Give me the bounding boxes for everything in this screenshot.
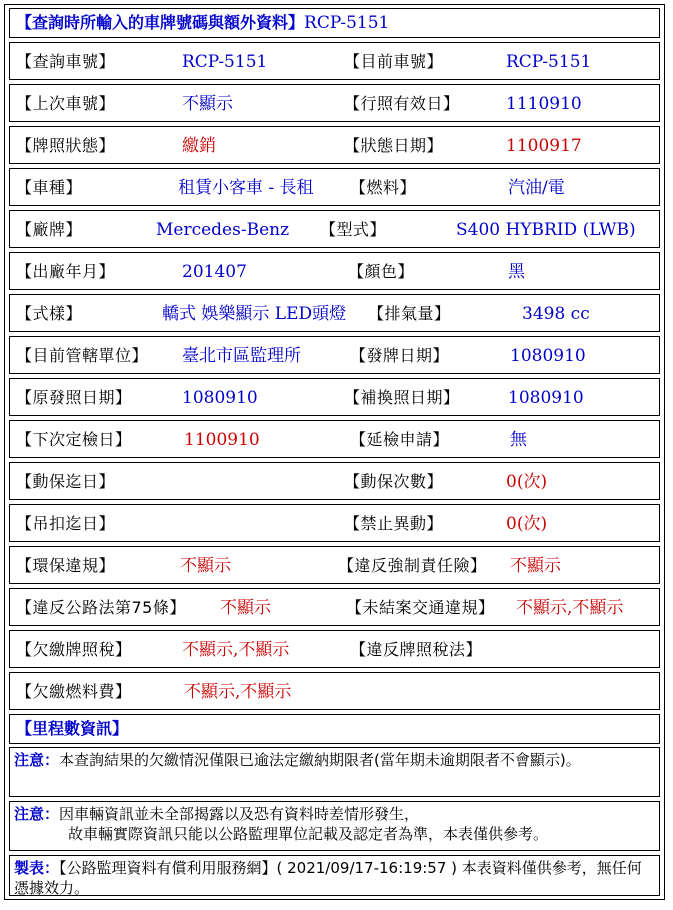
value-issue-date: 1080910 (510, 346, 586, 366)
row-fuel-fee (9, 672, 660, 710)
value-unpaid-license-tax: 不顯示,不顯示 (182, 640, 290, 660)
label-displacement: 【排氣量】 (368, 304, 451, 323)
label-license-valid: 【行照有效日】 (344, 94, 460, 113)
footer-note (14, 858, 653, 898)
value-status-date: 1100917 (506, 136, 582, 156)
value-mortgage-count: 0(次) (506, 472, 548, 492)
note-2-line2: 故車輛實際資訊只能以公路監理單位記載及認定者為準，本表僅供參考。 (68, 825, 549, 843)
value-prev-plate: 不顯示 (182, 94, 233, 114)
note-2-label: 注意： (14, 805, 60, 823)
row-brand (9, 210, 660, 248)
value-fuel: 汽油/電 (508, 178, 565, 198)
label-transfer-ban: 【禁止異動】 (344, 514, 444, 533)
value-traffic-violation: 不顯示,不顯示 (516, 598, 624, 618)
label-original-license-date: 【原發照日期】 (16, 388, 132, 407)
value-brand: Mercedes-Benz (156, 220, 290, 240)
label-highway-law: 【違反公路法第75條】 (16, 598, 186, 617)
label-query-plate: 【查詢車號】 (16, 52, 116, 71)
note-2-line1: 因車輛資訊並未全部揭露以及恐有資料時差情形發生， (59, 805, 420, 823)
label-color: 【顏色】 (348, 262, 415, 281)
row-highway-law (9, 588, 660, 626)
label-jurisdiction: 【目前管轄單位】 (16, 346, 149, 365)
row-style (9, 294, 660, 332)
label-reissue-date: 【補換照日期】 (344, 388, 460, 407)
label-traffic-violation: 【未結案交通違規】 (346, 598, 495, 617)
page-title (16, 13, 389, 33)
label-insurance-violation: 【違反強制責任險】 (338, 556, 487, 575)
header-row (9, 8, 660, 38)
label-model: 【型式】 (320, 220, 387, 239)
value-highway-law: 不顯示 (220, 598, 271, 618)
mileage-title: 【里程數資訊】 (16, 719, 129, 738)
label-mortgage-end: 【動保迄日】 (16, 472, 116, 491)
row-manufacture (9, 252, 660, 290)
row-prev-plate (9, 84, 660, 122)
label-status-date: 【狀態日期】 (344, 136, 444, 155)
value-next-inspection: 1100910 (184, 430, 260, 450)
note-1 (14, 750, 653, 770)
value-env-violation: 不顯示 (180, 556, 231, 576)
note-2 (14, 804, 653, 844)
note-1-label: 注意： (14, 751, 60, 769)
label-manufacture-date: 【出廠年月】 (16, 262, 116, 281)
header-plate: RCP-5151 (304, 13, 390, 33)
label-unpaid-license-tax: 【欠繳牌照稅】 (16, 640, 132, 659)
row-suspension (9, 504, 660, 542)
row-plate (9, 42, 660, 80)
value-reissue-date: 1080910 (508, 388, 584, 408)
value-unpaid-fuel-fee: 不顯示,不顯示 (184, 682, 292, 702)
row-mileage (9, 714, 660, 744)
label-inspection-extension: 【延檢申請】 (350, 430, 450, 449)
row-license-dates (9, 378, 660, 416)
label-next-inspection: 【下次定檢日】 (16, 430, 132, 449)
value-vehicle-type: 租賃小客車 - 長租 (178, 178, 314, 198)
label-current-plate: 【目前車號】 (344, 52, 444, 71)
vehicle-info-sheet (4, 4, 665, 900)
value-query-plate: RCP-5151 (182, 52, 268, 72)
value-insurance-violation: 不顯示 (510, 556, 561, 576)
value-inspection-extension: 無 (510, 430, 527, 450)
value-color: 黑 (508, 262, 525, 282)
row-chattel-mortgage (9, 462, 660, 500)
label-fuel: 【燃料】 (350, 178, 417, 197)
value-license-valid: 1110910 (506, 94, 582, 114)
row-jurisdiction (9, 336, 660, 374)
row-plate-status (9, 126, 660, 164)
note-row-1 (9, 747, 660, 797)
value-jurisdiction: 臺北市區監理所 (182, 346, 301, 366)
label-vehicle-type: 【車種】 (16, 178, 83, 197)
label-license-tax-law: 【違反牌照稅法】 (350, 640, 483, 659)
value-manufacture-date: 201407 (182, 262, 247, 282)
row-inspection (9, 420, 660, 458)
page-title-text: 【查詢時所輸入的車牌號碼與額外資料】 (16, 13, 305, 32)
label-brand: 【廠牌】 (16, 220, 83, 239)
label-env-violation: 【環保違規】 (16, 556, 116, 575)
value-current-plate: RCP-5151 (506, 52, 592, 72)
value-plate-status: 繳銷 (182, 136, 216, 156)
value-model: S400 HYBRID (LWB) (456, 220, 636, 240)
label-prev-plate: 【上次車號】 (16, 94, 116, 113)
value-displacement: 3498 cc (522, 304, 590, 324)
footer-label: 製表： (14, 859, 60, 877)
row-license-tax (9, 630, 660, 668)
label-mortgage-count: 【動保次數】 (344, 472, 444, 491)
value-transfer-ban: 0(次) (506, 514, 548, 534)
label-issue-date: 【發牌日期】 (350, 346, 450, 365)
note-1-text: 本查詢結果的欠繳情況僅限已逾法定繳納期限者(當年期未逾期限者不會顯示)。 (59, 751, 581, 769)
label-unpaid-fuel-fee: 【欠繳燃料費】 (16, 682, 132, 701)
note-row-2 (9, 801, 660, 851)
label-plate-status: 【牌照狀態】 (16, 136, 116, 155)
footer-text: 【公路監理資料有償利用服務網】( 2021/09/17-16:19:57 ) 本表資料僅供參考，無任何憑據效力。 (14, 859, 642, 897)
label-style: 【式樣】 (16, 304, 83, 323)
label-suspension-end: 【吊扣迄日】 (16, 514, 116, 533)
row-vehicle-type (9, 168, 660, 206)
value-original-license-date: 1080910 (182, 388, 258, 408)
row-environmental (9, 546, 660, 584)
footer-row (9, 855, 660, 896)
value-style: 轎式 娛樂顯示 LED頭燈 (162, 304, 347, 324)
